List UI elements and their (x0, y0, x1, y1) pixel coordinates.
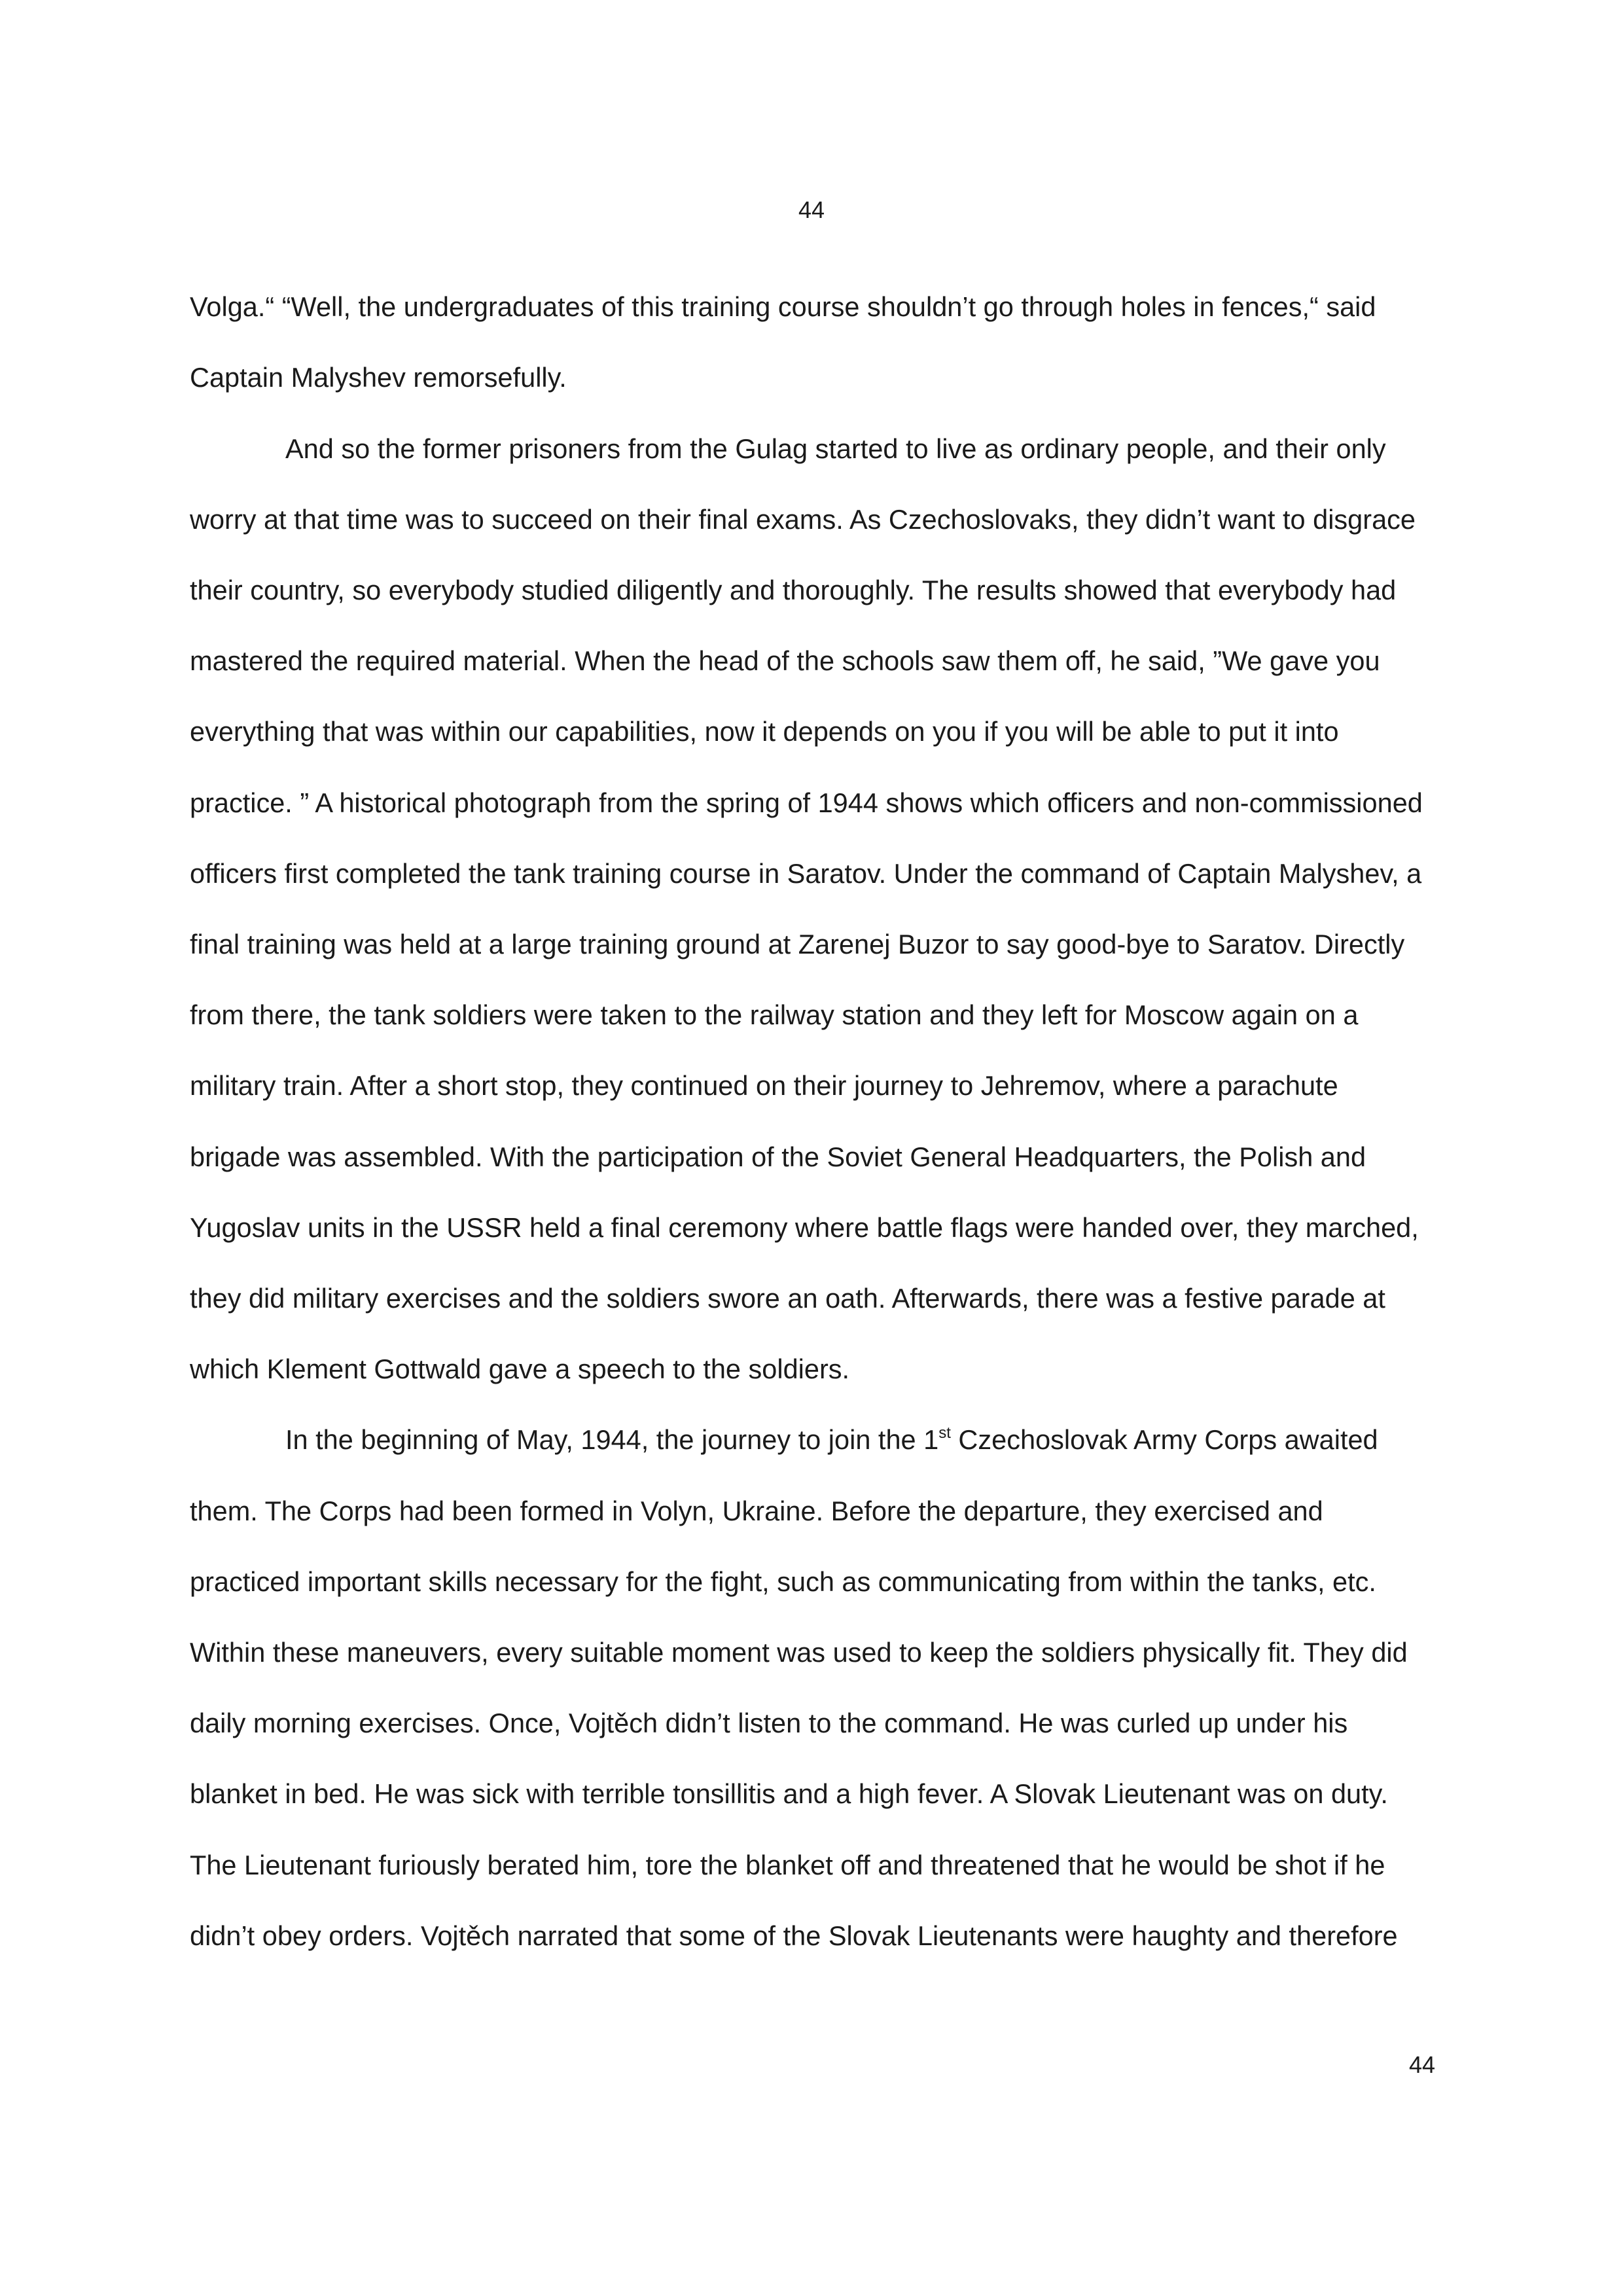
text-line: worry at that time was to succeed on their final exams. As Czechoslovaks, they didn’t want to disgrace (190, 504, 1416, 535)
text-line (285, 1424, 1378, 1461)
text-line: Yugoslav units in the USSR held a final ceremony where battle flags were handed over, they marched, (190, 1212, 1419, 1243)
text-line: didn’t obey orders. Vojtěch narrated that some of the Slovak Lieutenants were haughty and therefore (190, 1920, 1398, 1951)
text-segment: Czechoslovak Army Corps awaited (950, 1424, 1378, 1455)
text-line: And so the former prisoners from the Gulag started to live as ordinary people, and their only (285, 433, 1386, 464)
text-line: military train. After a short stop, they continued on their journey to Jehremov, where a parachute (190, 1070, 1338, 1101)
text-line: they did military exercises and the soldiers swore an oath. Afterwards, there was a festive parade at (190, 1283, 1385, 1314)
text-line: The Lieutenant furiously berated him, tore the blanket off and threatened that he would be shot if he (190, 1850, 1385, 1880)
text-line: daily morning exercises. Once, Vojtěch didn’t listen to the command. He was curled up under his (190, 1708, 1348, 1738)
ordinal-superscript: st (938, 1424, 951, 1442)
text-line: their country, so everybody studied diligently and thoroughly. The results showed that everybody had (190, 575, 1397, 605)
text-line: blanket in bed. He was sick with terrible tonsillitis and a high fever. A Slovak Lieutenant was on duty. (190, 1778, 1388, 1809)
text-line: Within these maneuvers, every suitable moment was used to keep the soldiers physically fit. They did (190, 1637, 1408, 1668)
text-line: mastered the required material. When the head of the schools saw them off, he said, ”We gave you (190, 645, 1380, 676)
text-line: brigade was assembled. With the participation of the Soviet General Headquarters, the Polish and (190, 1141, 1366, 1172)
page-number-top: 44 (798, 196, 825, 223)
text-segment: In the beginning of May, 1944, the journey to join the 1 (285, 1424, 939, 1455)
text-line: practice. ” A historical photograph from the spring of 1944 shows which officers and non-commissioned (190, 787, 1423, 818)
text-line: everything that was within our capabilities, now it depends on you if you will be able to put it into (190, 716, 1339, 747)
text-line: them. The Corps had been formed in Volyn, Ukraine. Before the departure, they exercised and (190, 1496, 1323, 1526)
text-line: officers first completed the tank training course in Saratov. Under the command of Captain Malyshev, a (190, 858, 1422, 889)
text-line: from there, the tank soldiers were taken to the railway station and they left for Moscow again on a (190, 999, 1359, 1030)
text-line: Captain Malyshev remorsefully. (190, 362, 567, 393)
text-line: practiced important skills necessary for the fight, such as communicating from within the tanks, etc. (190, 1566, 1376, 1597)
text-line: Volga.“ “Well, the undergraduates of this training course shouldn’t go through holes in fences,“ said (190, 291, 1376, 322)
text-line: which Klement Gottwald gave a speech to the soldiers. (190, 1354, 850, 1384)
page-number-bottom: 44 (1408, 2051, 1435, 2078)
text-line: final training was held at a large training ground at Zarenej Buzor to say good-bye to Saratov. Directly (190, 929, 1405, 960)
